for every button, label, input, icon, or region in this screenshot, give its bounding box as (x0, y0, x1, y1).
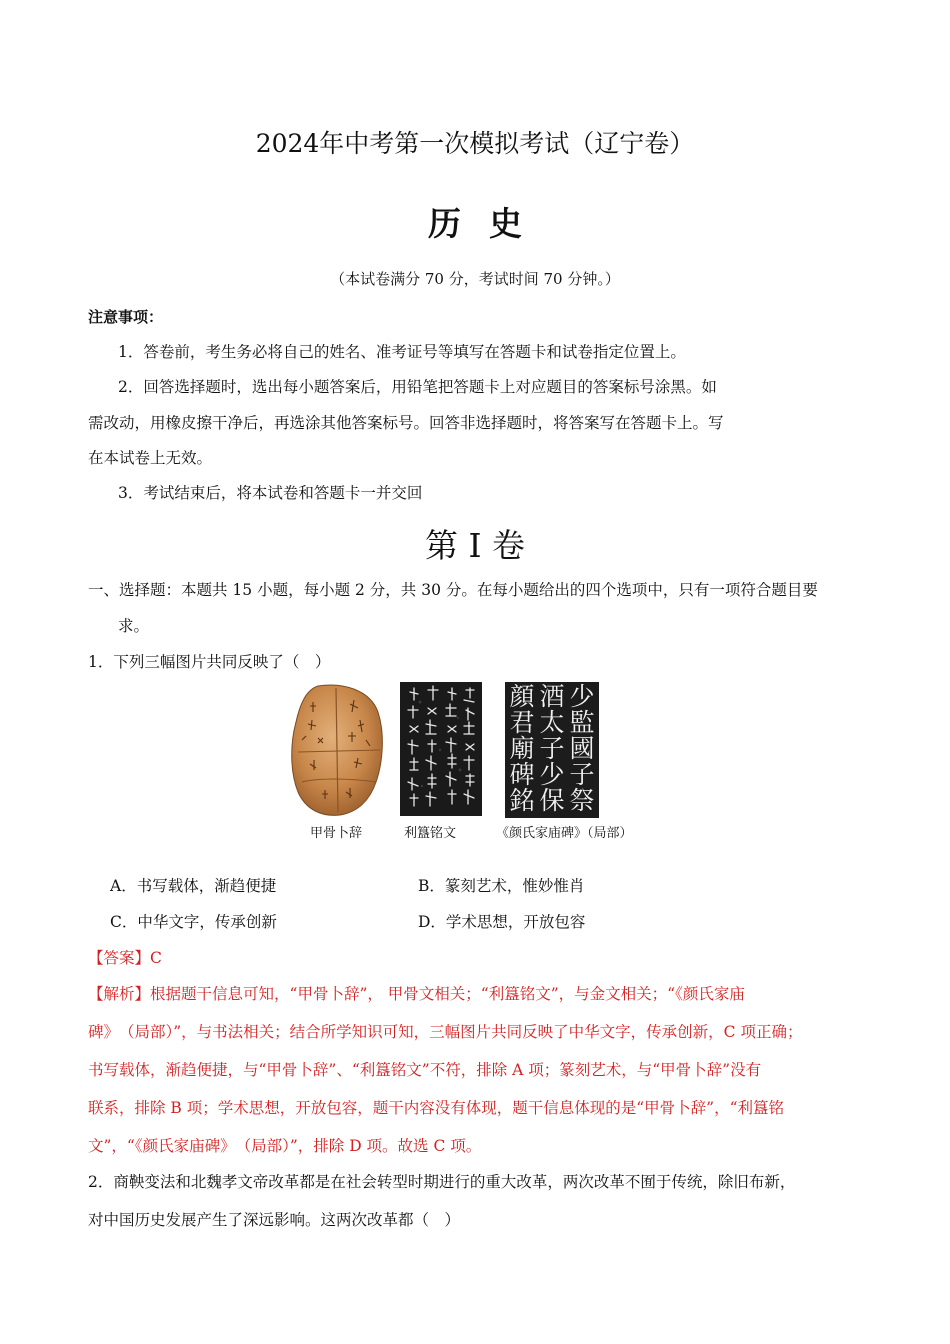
figure-caption-1: 甲骨卜辞 (310, 826, 363, 841)
section-description-line-1: 一、选择题：本题共 15 小题，每小题 2 分，共 30 分。在每小题给出的四个选项中，只有一项符合题目要 (88, 581, 818, 599)
answer-label: 【答案】C (88, 949, 162, 967)
stele-column-3: 顔君廟碑銘 (509, 682, 535, 815)
option-b: B．篆刻艺术，惟妙惟肖 (418, 877, 585, 895)
note-item-3: 3．考试结束后，将本试卷和答题卡一并交回 (118, 484, 423, 502)
option-d: D．学术思想，开放包容 (418, 913, 586, 931)
analysis-line-2: 碑》 （局部）”，与书法相关；结合所学知识可知，三幅图片共同反映了中华文字，传承创新，C 项正确； (88, 1023, 803, 1041)
note-item-2-line-1: 2．回答选择题时，选出每小题答案后，用铅笔把答题卡上对应题目的答案标号涂黑。如 (118, 378, 717, 396)
option-a: A．书写载体，渐趋便捷 (110, 877, 277, 895)
analysis-line-5: 文”，“《颜氏家庙碑》 （局部）”，排除 D 项。故选 C 项。 (88, 1137, 482, 1155)
notes-heading: 注意事项： (88, 308, 164, 326)
figure-caption-2: 利簋铭文 (404, 826, 457, 841)
section-title: 第 I 卷 (424, 526, 525, 565)
oracle-bone-image (288, 682, 386, 818)
stele-column-2: 酒太子少保 (539, 682, 565, 815)
analysis-line-1 (88, 982, 745, 1004)
exam-title: 2024年中考第一次模拟考试（辽宁卷） (255, 129, 695, 158)
figure-caption-3: 《颜氏家庙碑》（局部） (496, 826, 633, 841)
yan-family-stele-image (505, 682, 599, 818)
analysis-line-4: 联系，排除 B 项；学术思想，开放包容，题干内容没有体现，题干信息体现的是“甲骨卜辞”，“利簋铭 (88, 1099, 785, 1117)
note-item-1: 1．答卷前，考生务必将自己的姓名、准考证号等填写在答题卡和试卷指定位置上。 (118, 343, 686, 361)
li-gui-inscription-image (400, 682, 482, 816)
option-c: C．中华文字，传承创新 (110, 913, 277, 931)
question-1-stem: 1．下列三幅图片共同反映了（ ） (88, 653, 331, 671)
analysis-text-1: 根据题干信息可知，“甲骨卜辞”， 甲骨文相关；“利簋铭文”，与金文相关；“《颜氏家庙 (150, 985, 745, 1003)
analysis-line-3: 书写载体，渐趋便捷，与“甲骨卜辞”、“利簋铭文”不符，排除 A 项；篆刻艺术，与“甲骨卜辞”没有 (88, 1061, 762, 1079)
note-item-2-line-3: 在本试卷上无效。 (88, 449, 213, 467)
note-item-2-line-2: 需改动，用橡皮擦干净后，再选涂其他答案标号。回答非选择题时，将答案写在答题卡上。写 (88, 414, 724, 432)
analysis-tag: 【解析】 (88, 985, 151, 1003)
subject-title: 历史 (428, 204, 550, 243)
section-description-line-2: 求。 (118, 617, 150, 635)
question-2-stem-line-2: 对中国历史发展产生了深远影响。这两次改革都（ ） (88, 1211, 461, 1229)
question-2-stem-line-1: 2．商鞅变法和北魏孝文帝改革都是在社会转型时期进行的重大改革，两次改革不囿于传统，除旧布新， (88, 1173, 796, 1191)
exam-info: （本试卷满分 70 分，考试时间 70 分钟。） (330, 270, 620, 288)
stele-column-1: 少監國子祭 (569, 682, 595, 815)
